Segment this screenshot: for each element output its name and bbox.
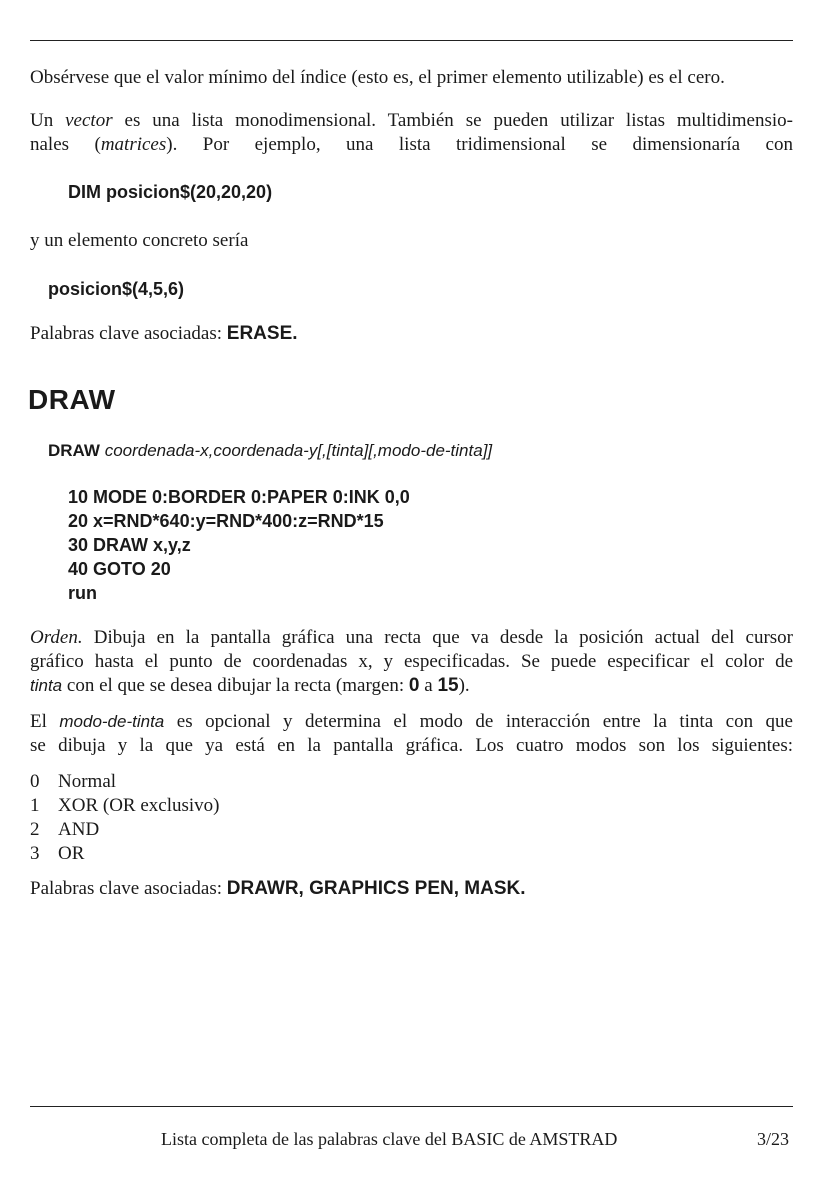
- vector-paragraph-line2: nales (matrices). Por ejemplo, una lista tridimensional se dimensionaría con: [30, 134, 793, 155]
- footer-title: Lista completa de las palabras clave del BASIC de AMSTRAD: [161, 1129, 618, 1149]
- syntax-args: coordenada-x,coordenada-y[,[tinta][,modo-de-tinta]]: [104, 441, 493, 460]
- list-item: 0 Normal: [30, 771, 117, 792]
- page-number: 3/23: [757, 1129, 790, 1149]
- tinta-term: tinta: [30, 676, 63, 695]
- modo-line2: se dibuja y la que ya está en la pantalla gráfica. Los cuatro modos son los siguientes:: [30, 735, 793, 756]
- code-line-1: 10 MODE 0:BORDER 0:PAPER 0:INK 0,0: [68, 487, 410, 507]
- orden-line3: tinta con el que se desea dibujar la recta (margen: 0 a 15).: [30, 675, 470, 696]
- code-line-3: 30 DRAW x,y,z: [68, 535, 191, 555]
- index-note: Obsérvese que el valor mínimo del índice (esto es, el primer elemento utilizable) es el cero.: [30, 67, 725, 88]
- list-item: 1 XOR (OR exclusivo): [30, 795, 220, 816]
- list-item: 2 AND: [30, 819, 100, 840]
- matrices-term: matrices: [100, 134, 167, 155]
- footer-rule: [30, 1106, 793, 1107]
- keyword-erase: ERASE.: [226, 323, 298, 344]
- code-line-2: 20 x=RND*640:y=RND*400:z=RND*15: [68, 511, 384, 531]
- modo-term: modo-de-tinta: [59, 712, 165, 731]
- element-text: y un elemento concreto sería: [30, 230, 249, 251]
- draw-keywords: Palabras clave asociadas: DRAWR, GRAPHICS PEN, MASK.: [30, 878, 526, 899]
- dim-code: DIM posicion$(20,20,20): [68, 182, 273, 202]
- syntax-line: DRAW coordenada-x,coordenada-y[,[tinta][,modo-de-tinta]]: [48, 441, 493, 460]
- code-line-4: 40 GOTO 20: [68, 559, 171, 579]
- list-item: 3 OR: [30, 843, 85, 864]
- header-rule: [30, 40, 793, 41]
- element-code: posicion$(4,5,6): [48, 279, 185, 299]
- vector-paragraph-line1: Un vector es una lista monodimensional. También se pueden utilizar listas multidimensio-: [30, 110, 793, 131]
- modo-line1: El modo-de-tinta es opcional y determina el modo de interacción entre la tinta con que: [30, 711, 793, 732]
- keyword-list: DRAWR, GRAPHICS PEN, MASK.: [226, 878, 526, 899]
- orden-label: Orden.: [30, 627, 83, 648]
- orden-line2: gráfico hasta el punto de coordenadas x, y especificadas. Se puede especificar el color de: [30, 651, 793, 672]
- code-line-5: run: [68, 583, 97, 603]
- section-heading: DRAW: [28, 384, 116, 415]
- vector-term: vector: [65, 110, 113, 131]
- orden-line1: Orden. Dibuja en la pantalla gráfica una recta que va desde la posición actual del cursor: [30, 627, 793, 648]
- intro-keywords: Palabras clave asociadas: ERASE.: [30, 323, 298, 344]
